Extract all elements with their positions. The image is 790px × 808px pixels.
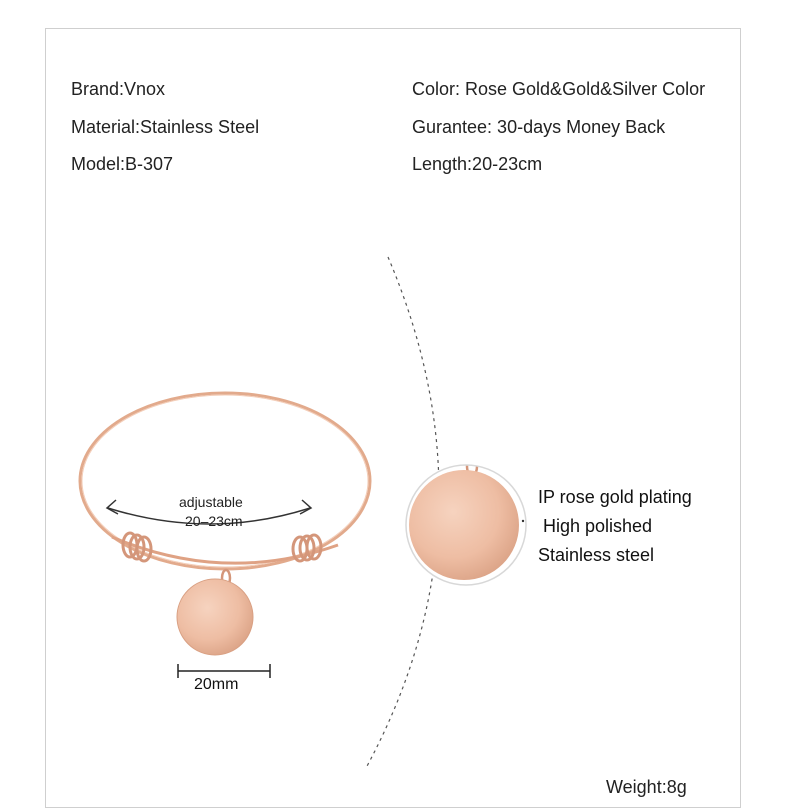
- spec-color: Color: Rose Gold&Gold&Silver Color: [412, 79, 706, 99]
- callout-material: Stainless steel: [538, 545, 655, 565]
- pendant-size-label: 20mm: [194, 676, 239, 693]
- callout-plating: IP rose gold plating: [538, 487, 692, 507]
- spec-weight: Weight:8g: [606, 777, 687, 797]
- spec-model: Model:B-307: [71, 154, 174, 174]
- spec-brand: Brand:Vnox: [71, 79, 166, 99]
- spec-material: Material:Stainless Steel: [71, 117, 260, 137]
- adjustable-label: adjustable: [179, 494, 243, 510]
- zoom-pendant-disc: [409, 470, 519, 580]
- spec-guarantee: Gurantee: 30-days Money Back: [412, 117, 666, 137]
- callout-polish: High polished: [543, 516, 653, 536]
- size-range-label: 20–23cm: [185, 513, 243, 529]
- spec-length: Length:20-23cm: [412, 154, 543, 174]
- pendant-disc: [177, 579, 253, 655]
